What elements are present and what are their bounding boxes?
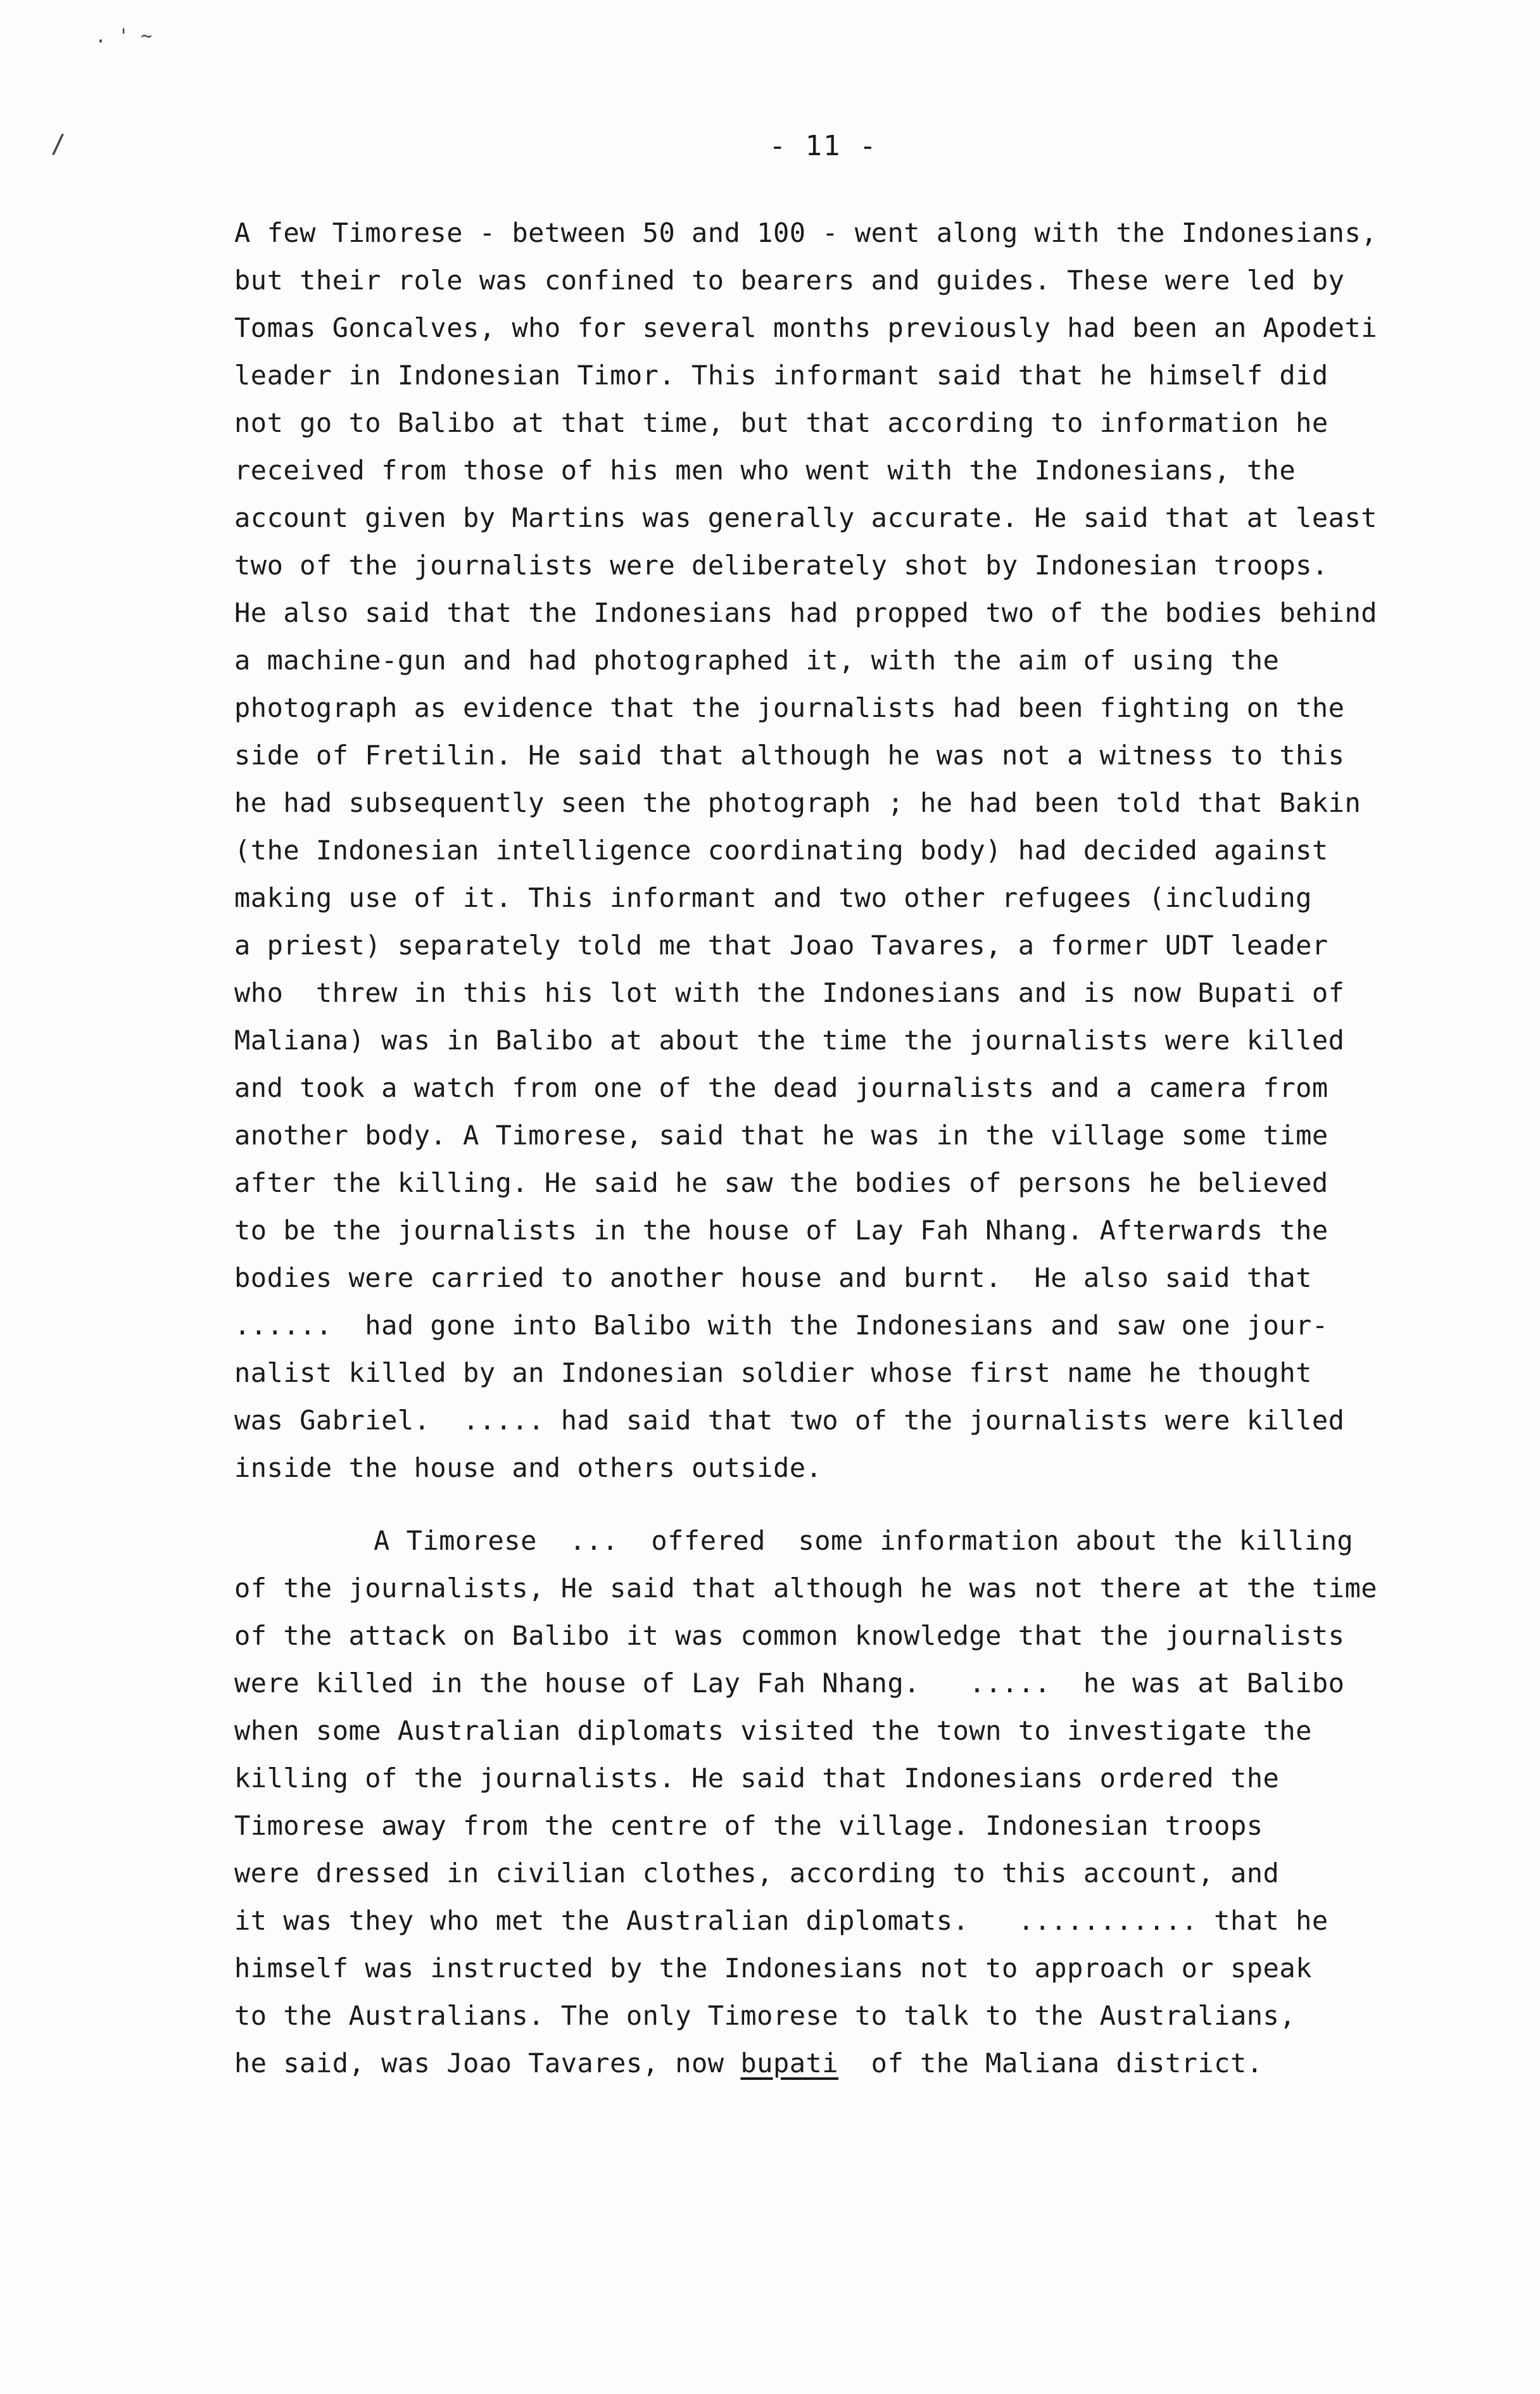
margin-mark: / — [51, 130, 66, 159]
text-line: A few Timorese - between 50 and 100 - went along with the Indonesians, — [234, 217, 1378, 248]
text-line: Timorese away from the centre of the village. Indonesian troops — [234, 1810, 1263, 1841]
text-line: photograph as evidence that the journalists had been fighting on the — [234, 692, 1345, 723]
text-line: leader in Indonesian Timor. This informant said that he himself did — [234, 360, 1329, 391]
text-line: Tomas Goncalves, who for several months previously had been an Apodeti — [234, 312, 1378, 343]
text-line: He also said that the Indonesians had propped two of the bodies behind — [234, 597, 1378, 628]
text-line: received from those of his men who went with the Indonesians, the — [234, 455, 1296, 486]
text-line: two of the journalists were deliberately shot by Indonesian troops. — [234, 550, 1329, 581]
text-line: making use of it. This informant and two other refugees (including — [234, 882, 1312, 913]
text-line: Maliana) was in Balibo at about the time the journalists were killed — [234, 1025, 1345, 1056]
body-text — [234, 209, 1475, 2087]
text-line: was Gabriel. ..... had said that two of the journalists were killed — [234, 1405, 1345, 1436]
text-line: of the attack on Balibo it was common knowledge that the journalists — [234, 1620, 1345, 1651]
text-line: to the Australians. The only Timorese to talk to the Australians, — [234, 2000, 1296, 2031]
last-line — [234, 2039, 1475, 2087]
text-line: he had subsequently seen the photograph ; he had been told that Bakin — [234, 787, 1361, 818]
corner-marks: . ' ~ — [95, 25, 153, 48]
paragraph-2 — [234, 1517, 1475, 2087]
text-line: to be the journalists in the house of Lay Fah Nhang. Afterwards the — [234, 1215, 1329, 1246]
last-line-start: he said, was Joao Tavares, now — [234, 2048, 741, 2079]
text-line: ...... had gone into Balibo with the Indonesians and saw one jour- — [234, 1310, 1329, 1341]
text-line: killing of the journalists. He said that Indonesians ordered the — [234, 1763, 1280, 1794]
text-line: (the Indonesian intelligence coordinating body) had decided against — [234, 835, 1329, 866]
text-line: nalist killed by an Indonesian soldier whose first name he thought — [234, 1357, 1312, 1388]
text-line: A Timorese ... offered some information about the killing — [374, 1525, 1354, 1556]
text-line: when some Australian diplomats visited the town to investigate the — [234, 1715, 1312, 1746]
text-line: himself was instructed by the Indonesians not to approach or speak — [234, 1953, 1312, 1984]
text-line: but their role was confined to bearers and guides. These were led by — [234, 265, 1345, 296]
text-line: and took a watch from one of the dead journalists and a camera from — [234, 1072, 1329, 1103]
text-line: after the killing. He said he saw the bodies of persons he believed — [234, 1167, 1329, 1198]
text-line: inside the house and others outside. — [234, 1452, 823, 1483]
paragraph-1 — [234, 209, 1475, 1492]
text-line: a machine-gun and had photographed it, with the aim of using the — [234, 645, 1280, 676]
text-line: another body. A Timorese, said that he was in the village some time — [234, 1120, 1329, 1151]
text-line: account given by Martins was generally accurate. He said that at least — [234, 502, 1378, 533]
text-line: it was they who met the Australian diplomats. ........... that he — [234, 1905, 1329, 1936]
text-line: were killed in the house of Lay Fah Nhang. ..... he was at Balibo — [234, 1668, 1345, 1699]
text-line: who threw in this his lot with the Indonesians and is now Bupati of — [234, 977, 1345, 1008]
paragraph-gap — [234, 1492, 1475, 1517]
text-line: were dressed in civilian clothes, according to this account, and — [234, 1858, 1280, 1889]
text-line: not go to Balibo at that time, but that according to information he — [234, 407, 1329, 438]
text-line: side of Fretilin. He said that although he was not a witness to this — [234, 740, 1345, 771]
last-line-end: of the Maliana district. — [838, 2048, 1263, 2079]
text-line: of the journalists, He said that although he was not there at the time — [234, 1573, 1378, 1604]
underlined-word: bupati — [740, 2048, 839, 2079]
text-line: bodies were carried to another house and burnt. He also said that — [234, 1262, 1312, 1293]
page-number: - 11 - — [769, 130, 878, 162]
text-line: a priest) separately told me that Joao Tavares, a former UDT leader — [234, 930, 1329, 961]
